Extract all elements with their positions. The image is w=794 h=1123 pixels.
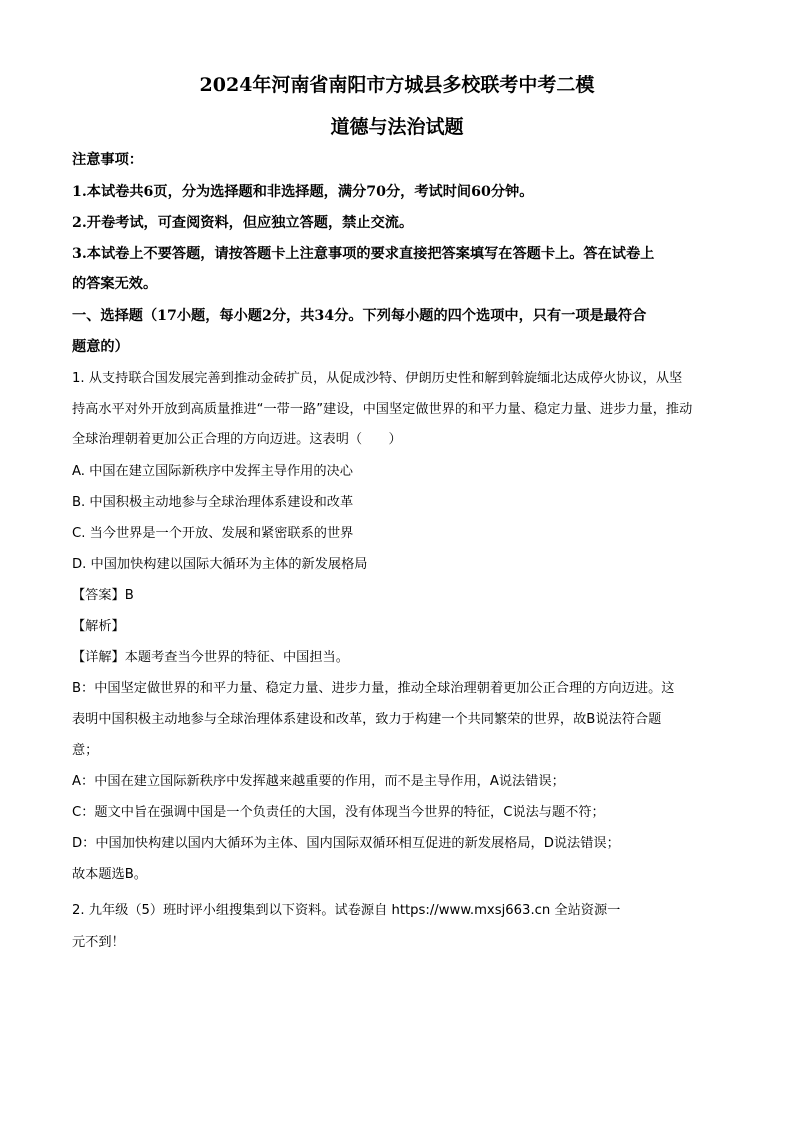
question-1-explain-d: D：中国加快构建以国内大循环为主体、国内国际双循环相互促进的新发展格局，D说法错误； bbox=[72, 836, 620, 851]
question-1-explain-b-line-2: 表明中国积极主动地参与全球治理体系建设和改革，致力于构建一个共同繁荣的世界，故B说法符合题 bbox=[72, 712, 662, 727]
question-1-explain-b-line-1: B：中国坚定做世界的和平力量、稳定力量、进步力量，推动全球治理朝着更加公正合理的方向迈进。这 bbox=[72, 681, 675, 696]
question-1-explain-a: A：中国在建立国际新秩序中发挥越来越重要的作用，而不是主导作用，A说法错误； bbox=[72, 774, 565, 789]
question-1-detail: 【详解】本题考查当今世界的特征、中国担当。 bbox=[72, 650, 349, 665]
question-1-analysis-heading: 【解析】 bbox=[72, 619, 125, 634]
notice-item-3-line-2: 的答案无效。 bbox=[72, 276, 158, 292]
question-1-option-b: B. 中国积极主动地参与全球治理体系建设和改革 bbox=[72, 495, 354, 510]
question-1-option-d: D. 中国加快构建以国际大循环为主体的新发展格局 bbox=[72, 557, 368, 572]
question-1-stem-line-2: 持高水平对外开放到高质量推进“一带一路”建设，中国坚定做世界的和平力量、稳定力量、进步力量，推动 bbox=[72, 402, 693, 417]
question-2-line-1: 2. 九年级（5）班时评小组搜集到以下资料。试卷源自 https://www.mxsj663.cn 全站资源一 bbox=[72, 903, 621, 918]
question-1-stem-line-3: 全球治理朝着更加公正合理的方向迈进。这表明（ ） bbox=[72, 432, 402, 447]
question-1-stem-line-1: 1. 从支持联合国发展完善到推动金砖扩员，从促成沙特、伊朗历史性和解到斡旋缅北达成停火协议，从坚 bbox=[72, 371, 683, 386]
notice-item-3-line-1: 3.本试卷上不要答题，请按答题卡上注意事项的要求直接把答案填写在答题卡上。答在试卷上 bbox=[72, 246, 655, 262]
notice-item-2: 2.开卷考试，可查阅资料，但应独立答题，禁止交流。 bbox=[72, 215, 414, 231]
question-1-answer: 【答案】B bbox=[72, 588, 134, 603]
question-2-line-2: 元不到！ bbox=[72, 935, 125, 950]
notice-heading: 注意事项： bbox=[72, 152, 143, 168]
question-1-conclusion: 故本题选B。 bbox=[72, 867, 147, 882]
question-1-option-a: A. 中国在建立国际新秩序中发挥主导作用的决心 bbox=[72, 464, 353, 479]
section-1-heading-line-1: 一、选择题（17小题，每小题2分，共34分。下列每小题的四个选项中，只有一项是最符合 bbox=[72, 308, 647, 324]
question-1-explain-b-line-3: 意； bbox=[72, 743, 99, 758]
exam-title: 2024年河南省南阳市方城县多校联考中考二模 bbox=[199, 74, 595, 96]
section-1-heading-line-2: 题意的） bbox=[72, 339, 129, 355]
notice-item-1: 1.本试卷共6页，分为选择题和非选择题，满分70分，考试时间60分钟。 bbox=[72, 184, 534, 200]
exam-subtitle: 道德与法治试题 bbox=[330, 116, 464, 138]
question-1-explain-c: C：题文中旨在强调中国是一个负责任的大国，没有体现当今世界的特征，C说法与题不符； bbox=[72, 805, 605, 820]
question-1-option-c: C. 当今世界是一个开放、发展和紧密联系的世界 bbox=[72, 526, 354, 541]
